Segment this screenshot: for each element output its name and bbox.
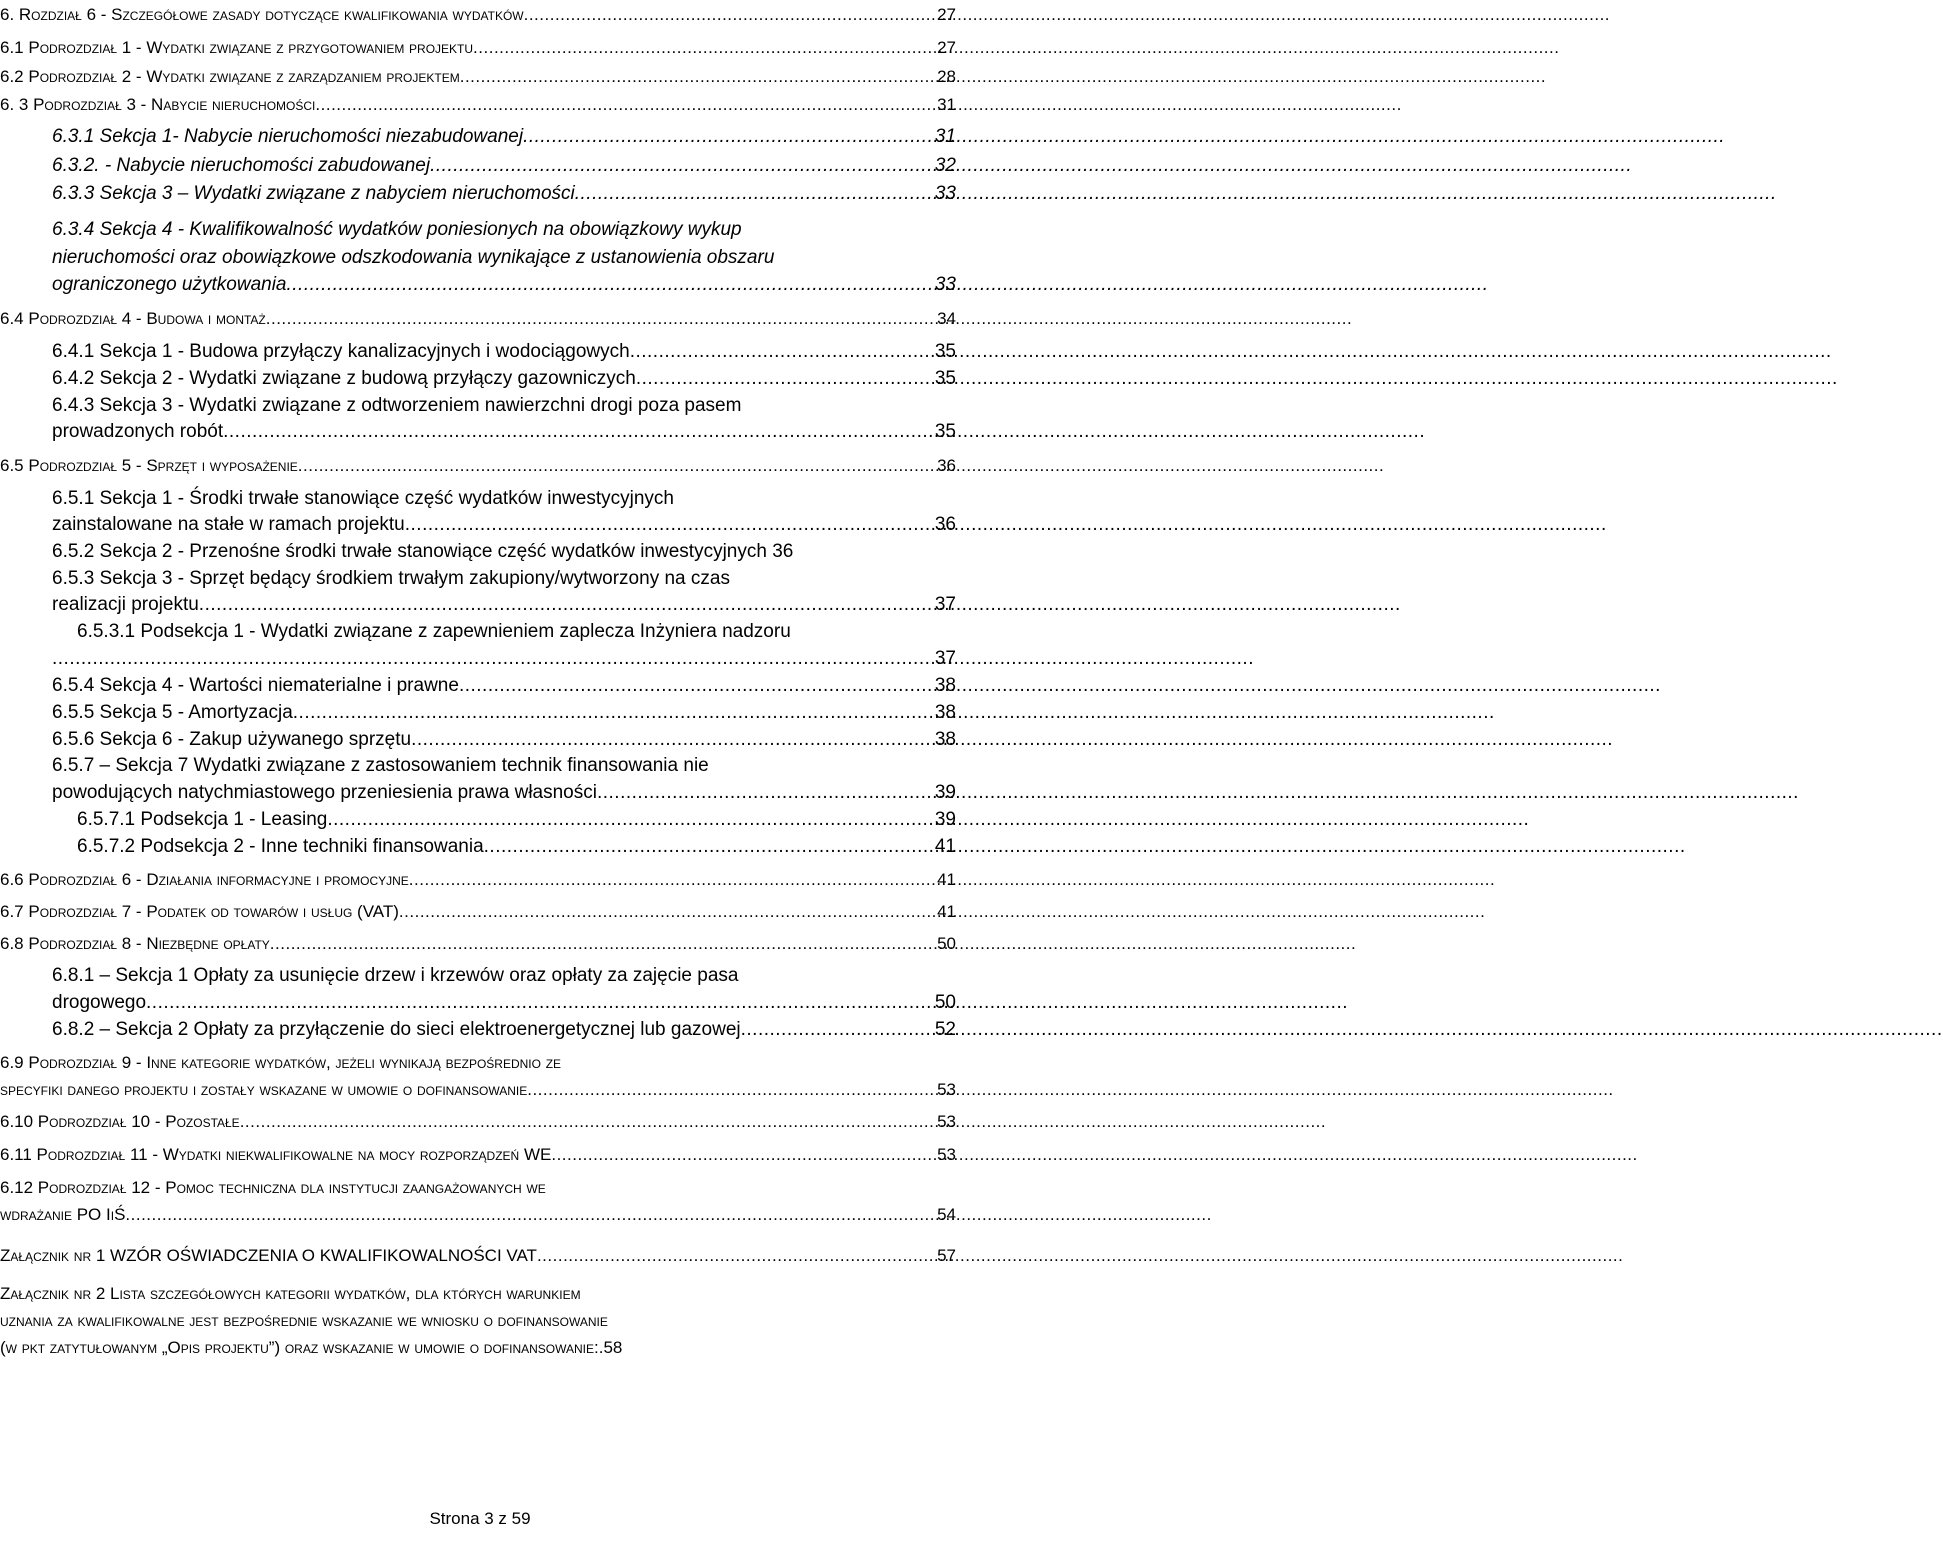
toc-entry-6-10[interactable]: 6.10 Podrozdział 10 - Pozostałe ..... 53: [0, 1110, 956, 1133]
toc-entry-6-5-3-line2[interactable]: realizacji projektu ..... 37: [52, 593, 956, 616]
toc-entry-6-5-3-1-line2[interactable]: ..... 37: [52, 647, 956, 670]
toc-entry-6-4-1[interactable]: 6.4.1 Sekcja 1 - Budowa przyłączy kanalizacyjnych i wodociągowych ..... 35: [52, 340, 956, 363]
toc-entry-6-11[interactable]: 6.11 Podrozdział 11 - Wydatki niekwalifikowalne na mocy rozporządzeń WE ..... 53: [0, 1143, 956, 1166]
toc-entry-6-5-3-line1[interactable]: 6.5.3 Sekcja 3 - Sprzęt będący środkiem trwałym zakupiony/wytworzony na czas: [52, 568, 730, 589]
toc-entry-6-3-4-line1[interactable]: 6.3.4 Sekcja 4 - Kwalifikowalność wydatków poniesionych na obowiązkowy wykup: [52, 219, 742, 240]
toc-entry-6-8-1-line1[interactable]: 6.8.1 – Sekcja 1 Opłaty za usunięcie drzew i krzewów oraz opłaty za zajęcie pasa: [52, 965, 739, 986]
toc-entry-6-5-4[interactable]: 6.5.4 Sekcja 4 - Wartości niematerialne i prawne ..... 38: [52, 674, 956, 697]
toc-entry-zalacznik-2-line2[interactable]: uznania za kwalifikowalne jest bezpośrednie wskazanie we wniosku o dofinansowanie: [0, 1311, 608, 1330]
toc-entry-6-5-1-line1[interactable]: 6.5.1 Sekcja 1 - Środki trwałe stanowiące część wydatków inwestycyjnych: [52, 488, 674, 509]
toc-entry-6-5-6[interactable]: 6.5.6 Sekcja 6 - Zakup używanego sprzętu ..... 38: [52, 728, 956, 751]
toc-entry-6-3[interactable]: 6. 3 Podrozdział 3 - Nabycie nieruchomości ..... 31: [0, 93, 956, 116]
toc-entry-6-5-1-line2[interactable]: zainstalowane na stałe w ramach projektu ..... 36: [52, 513, 956, 536]
toc-entry-6-5-7-line2[interactable]: powodujących natychmiastowego przeniesienia prawa własności ..... 39: [52, 781, 956, 804]
toc-entry-6-5[interactable]: 6.5 Podrozdział 5 - Sprzęt i wyposażenie ..... 36: [0, 454, 956, 477]
toc-entry-6-5-5[interactable]: 6.5.5 Sekcja 5 - Amortyzacja ..... 38: [52, 701, 956, 724]
toc-entry-6-12-line1[interactable]: 6.12 Podrozdział 12 - Pomoc techniczna dla instytucji zaangażowanych we: [0, 1178, 546, 1197]
toc-entry-6-2[interactable]: 6.2 Podrozdział 2 - Wydatki związane z zarządzaniem projektem ..... 28: [0, 65, 956, 88]
toc-entry-6-5-7-1[interactable]: 6.5.7.1 Podsekcja 1 - Leasing ..... 39: [77, 808, 956, 831]
toc-entry-6-8[interactable]: 6.8 Podrozdział 8 - Niezbędne opłaty ..... 50: [0, 932, 956, 955]
toc-entry-6-4-3-line1[interactable]: 6.4.3 Sekcja 3 - Wydatki związane z odtworzeniem nawierzchni drogi poza pasem: [52, 395, 742, 416]
toc-entry-6-6[interactable]: 6.6 Podrozdział 6 - Działania informacyjne i promocyjne ..... 41: [0, 868, 956, 891]
page-footer: Strona 3 z 59: [429, 1509, 531, 1528]
toc-entry-rozdzial-6[interactable]: 6. Rozdział 6 - Szczegółowe zasady dotyczące kwalifikowania wydatków ..... 27: [0, 3, 956, 26]
toc-entry-6-3-2[interactable]: 6.3.2. - Nabycie nieruchomości zabudowanej ..... 32: [52, 154, 956, 177]
toc-entry-6-7[interactable]: 6.7 Podrozdział 7 - Podatek od towarów i usług (VAT) ..... 41: [0, 900, 956, 923]
toc-entry-6-4-3-line2[interactable]: prowadzonych robót ..... 35: [52, 420, 956, 443]
toc-entry-zalacznik-2-line3[interactable]: (w pkt zatytułowanym „Opis projektu”) oraz wskazanie w umowie o dofinansowanie: .58: [0, 1338, 623, 1357]
toc-entry-6-12-line2[interactable]: wdrażanie PO IiŚ ..... 54: [0, 1203, 956, 1226]
toc-entry-6-9-line1[interactable]: 6.9 Podrozdział 9 - Inne kategorie wydatków, jeżeli wynikają bezpośrednio ze: [0, 1053, 562, 1072]
toc-entry-6-8-2[interactable]: 6.8.2 – Sekcja 2 Opłaty za przyłączenie do sieci elektroenergetycznej lub gazowej ..... 52: [52, 1018, 956, 1041]
toc-entry-6-5-7-line1[interactable]: 6.5.7 – Sekcja 7 Wydatki związane z zastosowaniem technik finansowania nie: [52, 755, 709, 776]
toc-entry-6-1[interactable]: 6.1 Podrozdział 1 - Wydatki związane z przygotowaniem projektu ..... 27: [0, 36, 956, 59]
toc-entry-6-3-4-line2[interactable]: nieruchomości oraz obowiązkowe odszkodowania wynikające z ustanowienia obszaru: [52, 247, 775, 268]
toc-entry-zalacznik-2-line1[interactable]: Załącznik nr 2 Lista szczegółowych kategorii wydatków, dla których warunkiem: [0, 1284, 581, 1303]
toc-entry-6-3-1[interactable]: 6.3.1 Sekcja 1- Nabycie nieruchomości niezabudowanej ..... 31: [52, 125, 956, 148]
toc-entry-6-4-2[interactable]: 6.4.2 Sekcja 2 - Wydatki związane z budową przyłączy gazowniczych ..... 35: [52, 367, 956, 390]
toc-entry-6-3-3[interactable]: 6.3.3 Sekcja 3 – Wydatki związane z nabyciem nieruchomości ..... 33: [52, 182, 956, 205]
toc-entry-6-5-7-2[interactable]: 6.5.7.2 Podsekcja 2 - Inne techniki finansowania ..... 41: [77, 835, 956, 858]
toc-entry-6-8-1-line2[interactable]: drogowego ..... 50: [52, 991, 956, 1014]
toc-entry-6-9-line2[interactable]: specyfiki danego projektu i zostały wskazane w umowie o dofinansowanie ..... 53: [0, 1078, 956, 1101]
toc-entry-6-5-2[interactable]: 6.5.2 Sekcja 2 - Przenośne środki trwałe stanowiące część wydatków inwestycyjnych 36: [52, 541, 794, 562]
toc-entry-6-4[interactable]: 6.4 Podrozdział 4 - Budowa i montaż ..... 34: [0, 307, 956, 330]
toc-entry-6-3-4-line3[interactable]: ograniczonego użytkowania ..... 33: [52, 273, 956, 296]
toc-entry-6-5-3-1-line1[interactable]: 6.5.3.1 Podsekcja 1 - Wydatki związane z zapewnieniem zaplecza Inżyniera nadzoru: [77, 621, 791, 642]
toc-entry-zalacznik-1[interactable]: Załącznik nr 1 WZÓR OŚWIADCZENIA O KWALIFIKOWALNOŚCI VAT ..... 57: [0, 1244, 956, 1267]
